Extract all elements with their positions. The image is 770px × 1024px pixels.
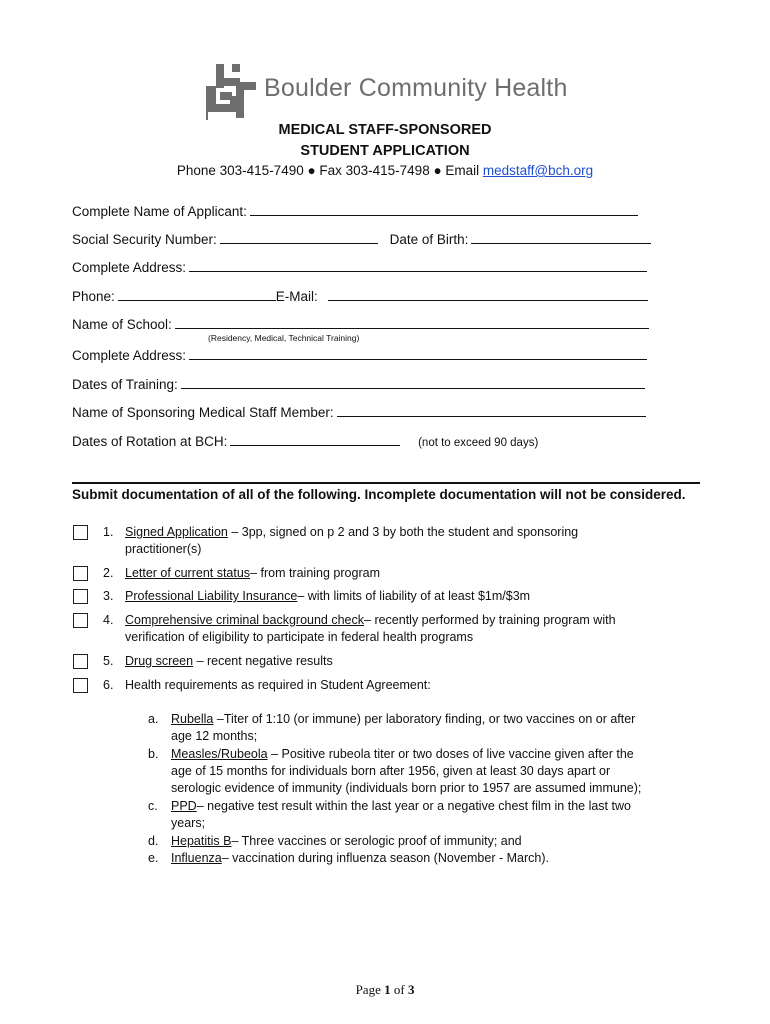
sponsor-blank[interactable]: [337, 403, 646, 417]
page-current: 1: [384, 982, 391, 997]
contact-info: [0, 163, 770, 178]
health-title: Hepatitis B: [171, 834, 232, 848]
rotation-dates-blank[interactable]: [230, 432, 400, 446]
item-number: 2.: [103, 566, 114, 580]
page-word: Page: [355, 982, 381, 997]
applicant-name-blank[interactable]: [250, 202, 638, 216]
item-number: 5.: [103, 654, 114, 668]
item-desc: – recent negative results: [193, 654, 333, 668]
checkbox-drug-screen[interactable]: [73, 654, 88, 669]
checkbox-health-requirements[interactable]: [73, 678, 88, 693]
item-desc-line2: practitioner(s): [125, 542, 202, 556]
address-field[interactable]: [72, 258, 647, 275]
form-title-line2: STUDENT APPLICATION: [300, 143, 470, 159]
item-number: 6.: [103, 678, 114, 692]
sub-letter: d.: [148, 834, 159, 848]
health-desc: – Positive rubeola titer or two doses of live vaccine given after the: [267, 747, 634, 761]
health-desc: – Three vaccines or serologic proof of immunity; and: [231, 834, 522, 848]
school-field[interactable]: [72, 315, 649, 332]
health-item-measles: [171, 746, 661, 797]
phone-blank[interactable]: [118, 287, 276, 301]
item-number: 4.: [103, 613, 114, 627]
health-title: PPD: [171, 799, 197, 813]
health-item-ppd: [171, 798, 661, 832]
health-item-hepatitis: [171, 833, 661, 850]
health-desc: – negative test result within the last year or a negative chest film in the last two: [196, 799, 631, 813]
rotation-dates-label: Dates of Rotation at BCH:: [72, 434, 228, 449]
checklist-item-5: [125, 653, 665, 670]
health-desc: – vaccination during influenza season (November - March).: [221, 851, 549, 865]
form-title-line1: MEDICAL STAFF-SPONSORED: [278, 122, 492, 138]
item-title: Letter of current status: [125, 566, 251, 580]
health-item-influenza: [171, 850, 661, 867]
school-address-field[interactable]: [72, 346, 647, 363]
checklist-item-3: [125, 588, 665, 605]
checklist-item-6: [125, 677, 665, 694]
school-hint: (Residency, Medical, Technical Training): [208, 333, 360, 343]
address-blank[interactable]: [189, 258, 647, 272]
applicant-name-field[interactable]: [72, 202, 638, 219]
item-title: Signed Application: [125, 525, 228, 539]
contact-phone-fax: Phone 303-415-7490 ● Fax 303-415-7498 ● Email: [176, 163, 483, 178]
item-desc-line2: verification of eligibility to participate in federal health programs: [125, 630, 474, 644]
health-desc: age 12 months;: [171, 729, 258, 743]
training-dates-field[interactable]: [72, 375, 645, 392]
checklist-item-2: [125, 565, 665, 582]
health-desc: age of 15 months for individuals born after 1956, given at least 30 days apart or: [171, 764, 611, 778]
school-address-blank[interactable]: [189, 346, 647, 360]
sub-letter: e.: [148, 851, 159, 865]
sponsor-field[interactable]: [72, 403, 646, 420]
checkbox-liability-insurance[interactable]: [73, 589, 88, 604]
rotation-dates-field[interactable]: [72, 432, 538, 449]
checklist-item-4: [125, 612, 665, 646]
item-desc: – from training program: [250, 566, 380, 580]
health-title: Influenza: [171, 851, 222, 865]
sponsor-label: Name of Sponsoring Medical Staff Member:: [72, 405, 334, 420]
item-number: 3.: [103, 589, 114, 603]
bch-cross-icon: [206, 62, 258, 120]
health-desc: serologic evidence of immunity (individuals born prior to 1957 are assumed immune);: [171, 781, 642, 795]
sub-letter: c.: [148, 799, 158, 813]
health-title: Rubella: [171, 712, 214, 726]
checkbox-background-check[interactable]: [73, 613, 88, 628]
email-blank[interactable]: [328, 287, 648, 301]
section-divider: [72, 482, 700, 484]
item-desc: – recently performed by training program with: [364, 613, 616, 627]
health-title: Measles/Rubeola: [171, 747, 268, 761]
phone-label: Phone:: [72, 289, 115, 304]
health-item-rubella: [171, 711, 661, 745]
page-number: [0, 982, 770, 998]
page-of: of: [393, 982, 405, 997]
item-desc: Health requirements as required in Student Agreement:: [125, 678, 431, 692]
training-dates-blank[interactable]: [181, 375, 645, 389]
email-label: E-Mail:: [275, 289, 318, 304]
item-title: Professional Liability Insurance: [125, 589, 298, 603]
checkbox-letter-of-status[interactable]: [73, 566, 88, 581]
item-title: Comprehensive criminal background check: [125, 613, 365, 627]
training-dates-label: Dates of Training:: [72, 377, 178, 392]
checkbox-signed-application[interactable]: [73, 525, 88, 540]
organization-name: Boulder Community Health: [264, 74, 568, 102]
item-desc: – 3pp, signed on p 2 and 3 by both the student and sponsoring: [227, 525, 579, 539]
school-label: Name of School:: [72, 317, 172, 332]
rotation-note: (not to exceed 90 days): [418, 437, 539, 449]
page-total: 3: [407, 982, 415, 997]
submit-heading: Submit documentation of all of the following. Incomplete documentation will not be considered.: [72, 487, 686, 502]
school-blank[interactable]: [175, 315, 649, 329]
applicant-name-label: Complete Name of Applicant:: [72, 204, 247, 219]
sub-letter: b.: [148, 747, 159, 761]
checklist-item-1: [125, 524, 665, 558]
health-desc: years;: [171, 816, 206, 830]
ssn-dob-row: [72, 230, 651, 247]
email-link[interactable]: medstaff@bch.org: [482, 163, 594, 178]
ssn-blank[interactable]: [220, 230, 378, 244]
address-label: Complete Address:: [72, 260, 187, 275]
health-desc: –Titer of 1:10 (or immune) per laboratory finding, or two vaccines on or after: [213, 712, 636, 726]
phone-email-row: [72, 287, 648, 304]
item-desc: – with limits of liability of at least $1m/$3m: [297, 589, 531, 603]
sub-letter: a.: [148, 712, 159, 726]
dob-blank[interactable]: [471, 230, 651, 244]
item-number: 1.: [103, 525, 114, 539]
ssn-label: Social Security Number:: [72, 232, 217, 247]
dob-label: Date of Birth:: [389, 232, 469, 247]
school-address-label: Complete Address:: [72, 348, 187, 363]
item-title: Drug screen: [125, 654, 194, 668]
organization-logo: [206, 62, 566, 120]
